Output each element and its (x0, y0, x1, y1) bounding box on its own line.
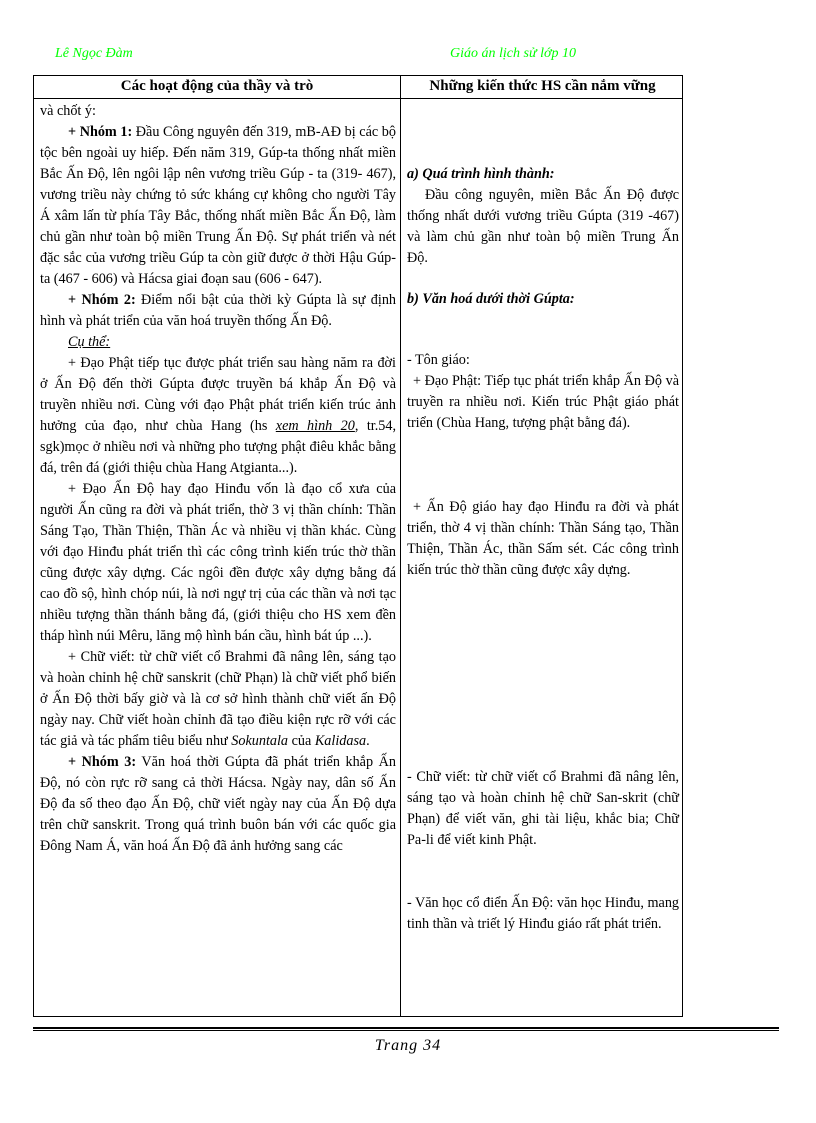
group-1-label: + Nhóm 1: (68, 124, 133, 140)
col-header-knowledge: Những kiến thức HS cần nắm vững (429, 78, 656, 94)
footer-rule-thin (33, 1030, 779, 1031)
buddhism-paragraph (40, 353, 396, 479)
hinduism-summary: + Ấn Độ giáo hay đạo Hinđu ra đời và phát triển, thờ 4 vị thần chính: Thần Sáng tạo, Thần Thiện, Thần Ác, thần Sấm sét. Các công trình kiến trúc thờ thần cũng được xây dựng. (407, 499, 679, 578)
hinduism-paragraph: + Đạo Ấn Độ hay đạo Hinđu vốn là đạo cổ xưa của người Ấn cũng ra đời và phát triển, thờ 3 vị thần chính: Thần Sáng Tạo, Thần Thiện, Thần Ác và nhiều vị thần khác. Cùng với đạo Hinđu phát triển thì các công trình kiến trúc thờ thần cũng được xây dựng. Các ngôi đền được xây dựng bằng đá cao đồ sộ, hình chóp núi, là nơi ngự trị của các thần và nơi tạc nhiều tượng thần thánh bằng đá, (giới thiệu cho HS xem đền tháp hình núi Mêru, lăng mộ hình bán cầu, hình bát úp ...). (40, 481, 396, 644)
buddhism-summary: + Đạo Phật: Tiếp tục phát triển khắp Ấn Độ và truyền ra nhiều nơi. Kiến trúc Phật giáo phát triển (Chùa Hang, tượng phật bằng đá). (407, 373, 679, 431)
group-3-label: + Nhóm 3: (68, 754, 137, 770)
author-name: Kalidasa (314, 733, 367, 749)
group-2-label: + Nhóm 2: (68, 292, 136, 308)
footer-rule (33, 1027, 779, 1029)
page-number: Trang 34 (374, 1037, 442, 1054)
teacher-activities (40, 101, 396, 857)
group-3-paragraph (40, 752, 396, 857)
religion-heading: - Tôn giáo: (407, 352, 470, 368)
specifics-label: Cụ thể: (68, 334, 111, 350)
script-summary: - Chữ viết: từ chữ viết cổ Brahmi đã nâng lên, sáng tạo và hoàn chỉnh hệ chữ San-skrit (chữ Phạn) để viết văn, ghi tài liệu, khắc bia; Chữ Pa-li để viết kinh Phật. (407, 769, 679, 848)
script-text-a: + Chữ viết: từ chữ viết cổ Brahmi đã nâng lên, sáng tạo và hoàn chỉnh hệ chữ sanskrit (chữ Phạn) là chữ viết phổ biến ở Ấn Độ thời bấy giờ và là cơ sở hình thành chữ viết ấn Độ ngày nay. Chữ viết hoàn chỉnh đã tạo điều kiện rực rỡ với các tác giả và tác phẩm tiêu biểu như (40, 649, 396, 749)
figure-reference: xem hình 20 (275, 418, 355, 434)
group-1-text: Đầu Công nguyên đến 319, mB-AĐ bị các bộ tộc bên ngoài uy hiếp. Đến năm 319, Gúp-ta thống nhất miền Bắc Ấn Độ, lên ngôi lập nên vương triều Gúp - ta (319- 467), vương triều này chứng tỏ sức kháng cự không cho người Tây Á xâm lấn từ phía Tây Bắc, thống nhất miền Bắc Ấn Độ, làm chủ gần như toàn bộ miền Trung Ấn Độ. Sự phát triển và nét đặc sắc của vương triều Gúp ta còn giữ được ở thời Hậu Gúp-ta (467 - 606) và Hácsa giai đoạn sau (606 - 647). (40, 124, 396, 287)
table-header (34, 76, 682, 99)
section-a-text: Đầu công nguyên, miền Bắc Ấn Độ được thống nhất dưới vương triều Gúpta (319 -467) và làm chủ gần như toàn bộ miền Trung Ấn Độ. (407, 187, 679, 266)
work-title: Sokuntala (231, 733, 289, 749)
section-b-title: b) Văn hoá dưới thời Gúpta: (407, 291, 575, 307)
column-divider (400, 76, 401, 1016)
group-2-text: Điểm nổi bật của thời kỳ Gúpta là sự định hình và phát triển của văn hoá truyền thống Ấn Độ. (40, 292, 397, 329)
buddhism-text-a: + Đạo Phật tiếp tục được phát triển sau hàng năm ra đời ở Ấn Độ đến thời Gúpta được truyền bá khắp Ấn Độ và truyền nhiều nơi. Cùng với đạo Phật phát triển kiến trúc ảnh hưởng của đạo, như chùa Hang (hs (40, 355, 396, 434)
group-2-paragraph (40, 290, 396, 332)
buddhism-text-b: , tr.54, sgk)mọc ở nhiều nơi và những pho tượng phật điêu khắc bằng đá, trên đá (giới thiệu chùa Hang Atgianta...). (40, 418, 396, 476)
group-1-paragraph (40, 122, 396, 290)
section-a-title: a) Quá trình hình thành: (407, 166, 555, 182)
col-header-activities: Các hoạt động của thầy và trò (120, 78, 314, 94)
literature-summary: - Văn học cổ điển Ấn Độ: văn học Hinđu, mang tinh thần và triết lý Hinđu giáo rất phát triển. (407, 895, 680, 932)
header-title: Giáo án lịch sử lớp 10 (450, 46, 576, 61)
group-3-text: Văn hoá thời Gúpta đã phát triển khắp Ấn Độ, nó còn rực rỡ sang cả thời Hácsa. Ngày nay, dân số Ấn Độ đa số theo đạo Ấn Độ, chữ viết ngày nay của Ấn Độ dựa trên chữ sanskrit. Trong quá trình buôn bán với các quốc gia Đông Nam Á, văn hoá Ấn Độ đã ảnh hưởng sang các (40, 754, 396, 854)
script-text-end: . (366, 733, 370, 749)
intro-line: và chốt ý: (40, 103, 96, 119)
script-text-mid: của (288, 733, 315, 749)
script-paragraph (40, 647, 396, 752)
lesson-table (33, 75, 683, 1017)
header-author: Lê Ngọc Đàm (55, 46, 133, 61)
